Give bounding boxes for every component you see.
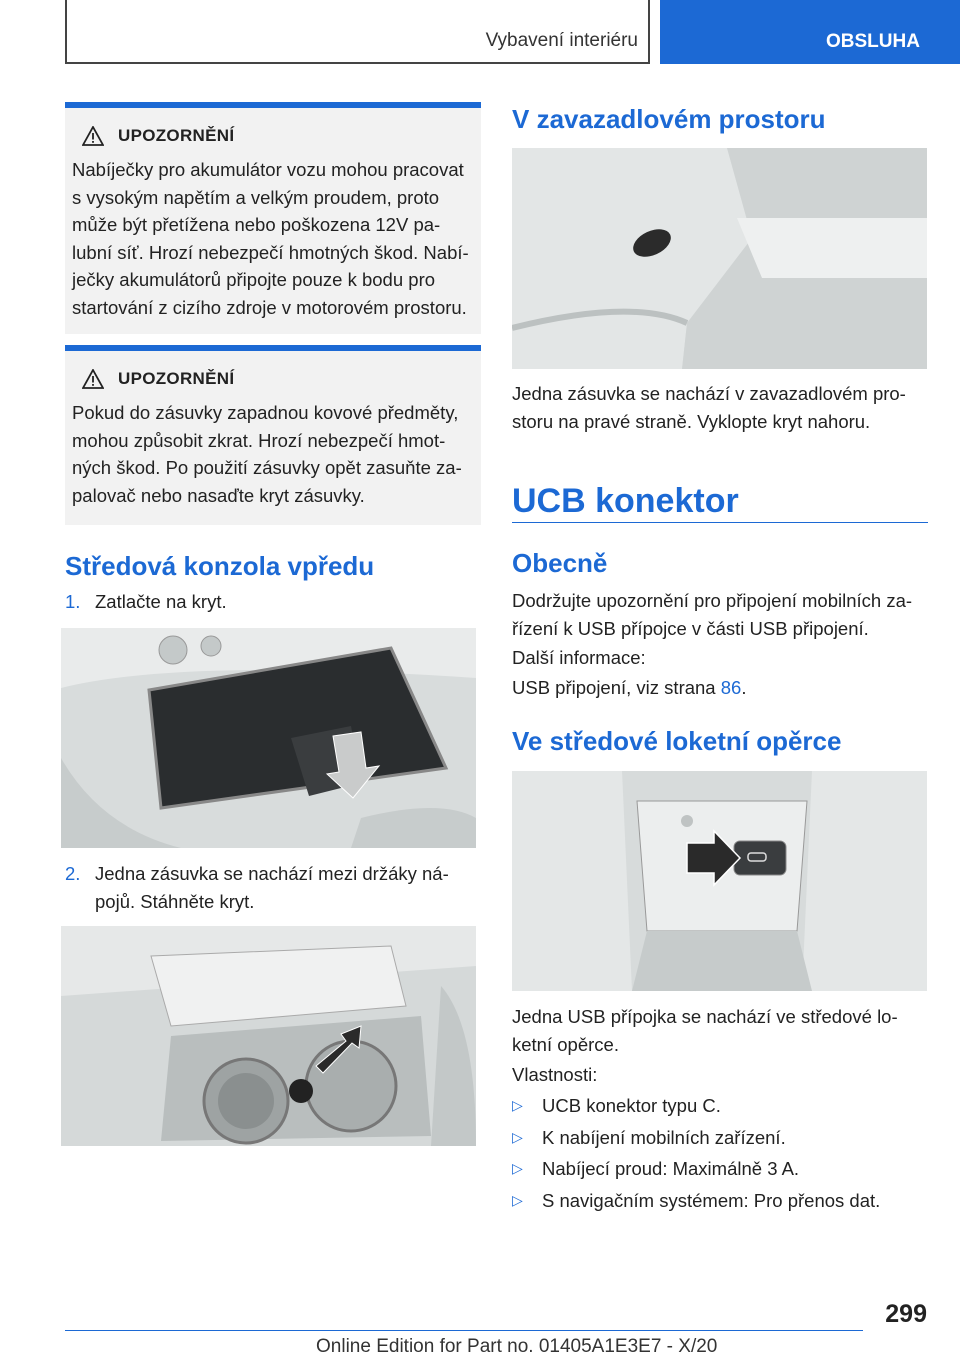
section-title: Vybavení interiéru — [485, 30, 638, 51]
warning-triangle-icon — [82, 126, 104, 146]
image-trunk-socket — [512, 148, 927, 369]
page-link[interactable]: 86 — [720, 677, 742, 698]
list-item: ▷ UCB konektor typu C. — [512, 1092, 928, 1120]
footer-divider — [65, 1330, 863, 1331]
warning-title: UPOZORNĚNÍ — [118, 126, 235, 145]
general-text: Dodržujte upozornění pro připojení mobilních za- řízení k USB přípojce v části USB připojení. — [512, 590, 913, 639]
step-1: 1. Zatlačte na kryt. — [65, 591, 227, 612]
triangle-bullet-icon: ▷ — [512, 1160, 523, 1176]
list-item: ▷ S navigačním systémem: Pro přenos dat. — [512, 1187, 928, 1215]
usb-reference: USB připojení, viz strana 86. — [512, 677, 747, 698]
triangle-bullet-icon: ▷ — [512, 1128, 523, 1145]
list-item: ▷ Nabíjecí proud: Maximálně 3 A. — [512, 1155, 928, 1183]
armrest-description: Jedna USB přípojka se nachází ve středové lo- ketní opěrce. — [512, 1006, 898, 1055]
warning-text: Pokud do zásuvky zapadnou kovové předměty, mohou způsobit zkrat. Hrozí nebezpečí hmot- ných škod. Po použití zásuvky opět zasuňte za- palovač nebo nasaďte kryt zásuvky. — [72, 402, 462, 506]
triangle-bullet-icon: ▷ — [512, 1097, 523, 1113]
heading-center-console: Středová konzola vpředu — [65, 551, 375, 581]
warning-box-2 — [65, 345, 481, 525]
heading-trunk: V zavazadlovém prostoru — [512, 104, 826, 134]
heading-general: Obecně — [512, 548, 608, 578]
warning-text: Nabíječky pro akumulátor vozu mohou pracovat s vysokým napětím a velkým proudem, proto může být přetížena nebo poškozena 12V pa- lubní síť. Hrozí nebezpečí hmotných škod. Nabí- ječky akumulátorů připojte pouze k bodu pro startování z cizího zdroje v motorovém prostoru. — [72, 159, 469, 318]
image-armrest-usb — [512, 771, 927, 991]
image-console-cover — [61, 628, 476, 848]
step-2: 2. Jedna zásuvka se nachází mezi držáky ná- pojů. Stáhněte kryt. — [65, 863, 449, 912]
footer-edition: Online Edition for Part no. 01405A1E3E7 - X/20 — [316, 1336, 718, 1357]
list-item: ▷ K nabíjení mobilních zařízení. — [512, 1124, 928, 1152]
warning-box-1 — [65, 102, 481, 334]
heading-armrest: Ve středové loketní opěrce — [512, 726, 842, 756]
image-cupholder — [61, 926, 476, 1146]
properties-label: Vlastnosti: — [512, 1064, 598, 1085]
more-info-label: Další informace: — [512, 647, 646, 668]
title-divider — [512, 522, 928, 523]
title-ucb-connector: UCB konektor — [512, 482, 739, 520]
warning-title: UPOZORNĚNÍ — [118, 369, 235, 388]
properties-list — [512, 1092, 928, 1218]
chapter-tab[interactable]: OBSLUHA — [660, 0, 960, 64]
warning-triangle-icon — [82, 369, 104, 389]
triangle-bullet-icon: ▷ — [512, 1191, 523, 1208]
trunk-description: Jedna zásuvka se nachází v zavazadlovém pro- storu na pravé straně. Vyklopte kryt nahoru. — [512, 383, 906, 432]
page-number: 299 — [885, 1300, 927, 1328]
